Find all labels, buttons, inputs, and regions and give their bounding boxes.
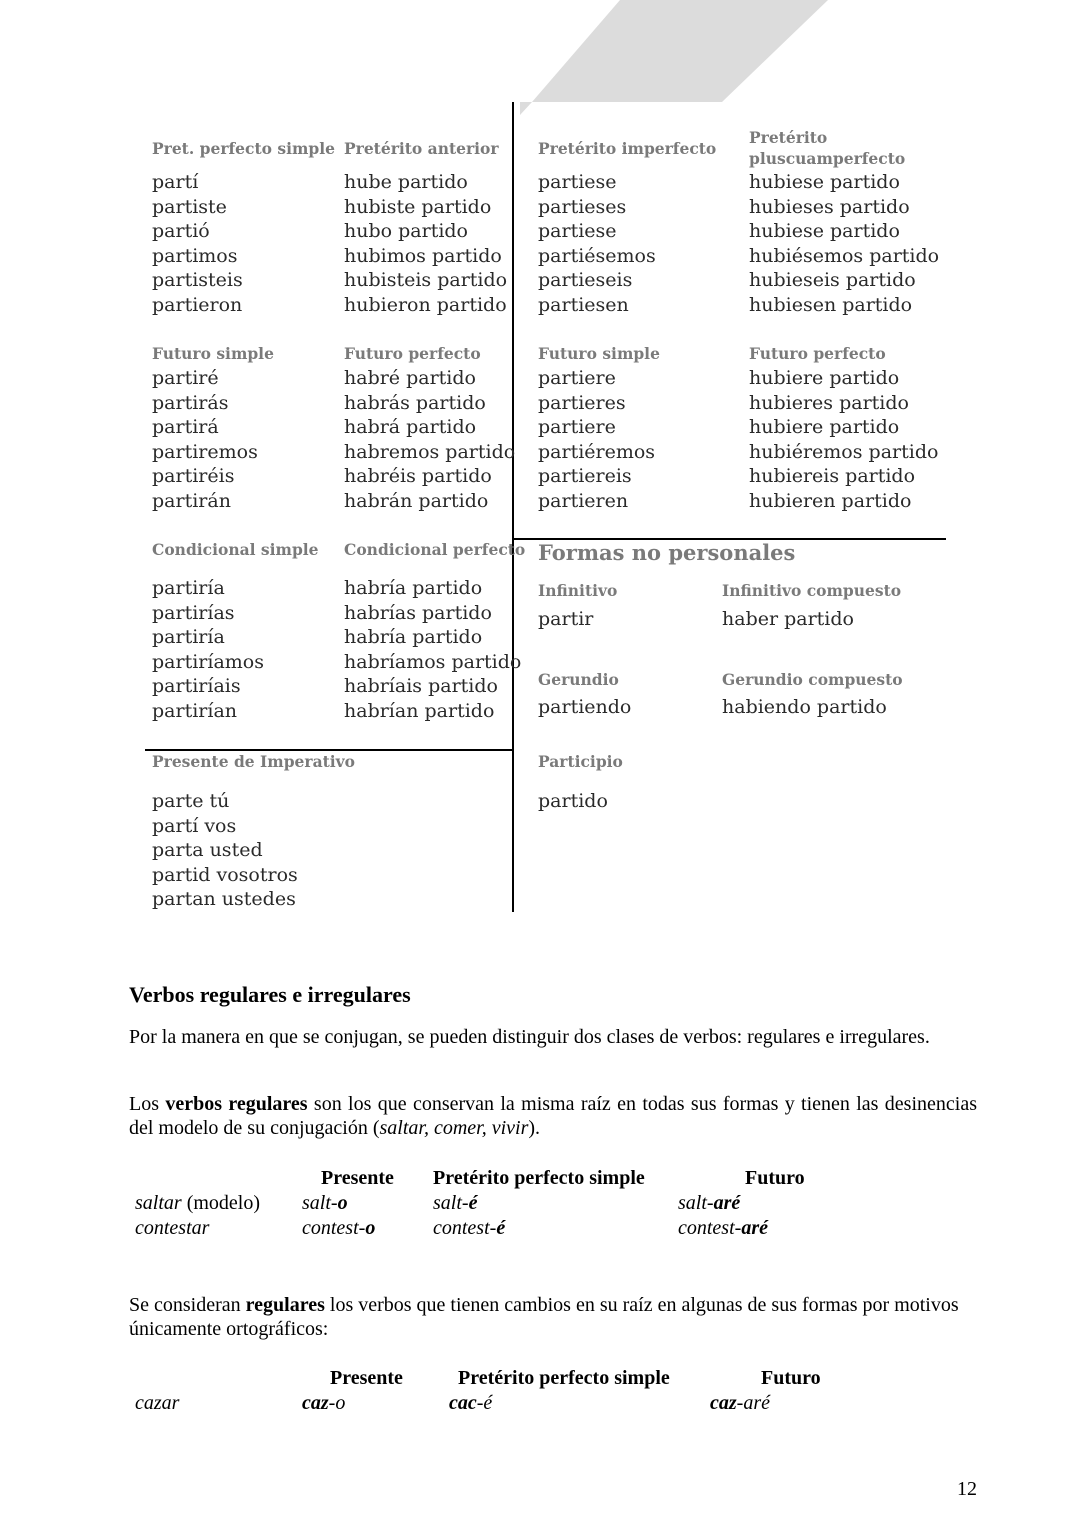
text-run: los verbos que tienen cambios en su raíz en algunas de sus formas por motivos únicamente ortográficos: [129, 1294, 959, 1340]
tense-heading: Pretérito anterior [344, 139, 499, 158]
conjugation-form: habría partido [344, 626, 483, 648]
verb-note: (modelo) [181, 1192, 260, 1214]
table2-row1-verb: cazar [135, 1392, 180, 1414]
paragraph-ortograficos [129, 1293, 977, 1341]
tense-heading: Pretérito [749, 128, 828, 147]
conjugation-form: habrían partido [344, 699, 495, 722]
col-infinitivo [538, 580, 617, 632]
col-futuro-simple [152, 343, 274, 513]
table2-row1-presente [302, 1392, 345, 1415]
text-run: Los [129, 1093, 166, 1115]
root: salt- [433, 1192, 469, 1214]
conjugation-form: partiríamos [152, 650, 264, 673]
conjugation-form: hubiese partido [749, 220, 900, 242]
table2-row1-futuro [710, 1392, 770, 1415]
conjugation-form: habré partido [344, 367, 476, 389]
col-imperativo [152, 751, 355, 912]
conjugation-form: partiere [538, 367, 616, 389]
table2-header-presente: Presente [330, 1367, 403, 1389]
conjugation-form: hubieseis partido [749, 269, 916, 291]
ending: -o [328, 1392, 346, 1414]
conjugation-form: partiese [538, 171, 617, 193]
ending: -aré [736, 1392, 770, 1414]
conjugation-form: partiésemos [538, 244, 656, 267]
conjugation-form: partiré [152, 367, 219, 389]
conjugation-form: hubiere partido [749, 416, 900, 438]
col-gerundio [538, 669, 631, 720]
ending: -é [476, 1392, 493, 1414]
conjugation-list [749, 366, 938, 513]
conjugation-form: habríais partido [344, 675, 498, 697]
table1-row1-preterito [433, 1192, 477, 1215]
root: salt- [302, 1192, 338, 1214]
ending: é [496, 1217, 506, 1239]
table1-row1-verb [135, 1192, 260, 1215]
conjugation-form: habrías partido [344, 601, 492, 624]
paragraph-verbos-regulares [129, 1092, 977, 1140]
root: cac [449, 1392, 477, 1414]
table1-row2-preterito [433, 1217, 505, 1240]
conjugation-form: partiría [152, 577, 225, 599]
col-condicional-perfecto [344, 539, 525, 723]
ending: o [337, 1192, 348, 1214]
table2-row1-preterito [449, 1392, 492, 1415]
conjugation-form: partirías [152, 601, 235, 624]
conjugation-form: habrán partido [344, 489, 489, 512]
root: salt- [678, 1192, 714, 1214]
conjugation-list [152, 576, 319, 723]
conjugation-list [749, 170, 939, 317]
conjugation-form: hubiésemos partido [749, 244, 940, 267]
conjugation-form: partisteis [152, 269, 243, 291]
form-value: partiendo [538, 696, 632, 718]
text-run: son los que conservan la misma raíz en todas sus formas y tienen las desinencias del modelo de su conjugación ( [129, 1093, 977, 1139]
section-title: Verbos regulares e irregulares [129, 982, 411, 1007]
conjugation-list [152, 789, 355, 912]
conjugation-form: hubiéremos partido [749, 440, 939, 463]
conjugation-form: habrá partido [344, 416, 477, 438]
table1-row2-verb: contestar [135, 1217, 210, 1239]
table1-header-preterito: Pretérito perfecto simple [433, 1167, 645, 1189]
conjugation-list [538, 366, 660, 513]
col-infinitivo-compuesto [722, 580, 901, 632]
col-gerundio-compuesto [722, 669, 903, 720]
table1-header-presente: Presente [321, 1167, 394, 1189]
tense-heading: Futuro simple [538, 344, 660, 363]
conjugation-form: partiere [538, 416, 616, 438]
col-subj-futuro-simple [538, 343, 660, 513]
ending: aré [741, 1217, 768, 1239]
conjugation-form: partiesen [538, 293, 629, 316]
col-condicional-simple [152, 539, 319, 723]
col-subj-pret-pluscuamperfecto [749, 127, 939, 317]
conjugation-form: partiéremos [538, 440, 656, 463]
conjugation-form: parta usted [152, 839, 263, 861]
conjugation-form: partirían [152, 699, 238, 722]
tense-heading: Condicional simple [152, 540, 319, 559]
text-run-bold: verbos regulares [165, 1093, 308, 1115]
conjugation-form: hubiesen partido [749, 293, 913, 316]
formas-no-personales-title: Formas no personales [538, 540, 796, 565]
text-run-italic: saltar, comer, vivir [379, 1117, 529, 1139]
form-heading: Gerundio [538, 670, 619, 689]
conjugation-list [344, 366, 515, 513]
conjugation-form: hubisteis partido [344, 269, 508, 291]
conjugation-form: partiríais [152, 675, 241, 697]
conjugation-form: partieseis [538, 269, 633, 291]
conjugation-form: hubo partido [344, 220, 469, 242]
conjugation-form: partan ustedes [152, 888, 296, 910]
root: contest- [302, 1217, 366, 1239]
conjugation-form: partiréis [152, 465, 235, 487]
conjugation-form: hubiste partido [344, 195, 492, 218]
col-participio [538, 751, 623, 814]
conjugation-form: habría partido [344, 577, 483, 599]
conjugation-form: habréis partido [344, 465, 492, 487]
table1-row2-presente [302, 1217, 375, 1240]
ending: é [468, 1192, 478, 1214]
tense-heading: Futuro perfecto [749, 344, 886, 363]
form-heading: Gerundio compuesto [722, 670, 903, 689]
form-value: partido [538, 790, 608, 812]
conjugation-form: hubieres partido [749, 391, 909, 414]
form-heading: Infinitivo [538, 581, 618, 600]
table2-header-preterito: Pretérito perfecto simple [458, 1367, 670, 1389]
conjugation-list [538, 170, 716, 317]
conjugation-form: partiría [152, 626, 225, 648]
form-value: haber partido [722, 608, 854, 630]
tense-heading: Futuro simple [152, 344, 274, 363]
table1-row2-futuro [678, 1217, 768, 1240]
conjugation-form: partid vosotros [152, 863, 298, 886]
conjugation-form: habríamos partido [344, 650, 522, 673]
tense-heading-line2: pluscuamperfecto [749, 149, 906, 168]
form-value: partir [538, 608, 594, 630]
conjugation-form: partió [152, 220, 210, 242]
conjugation-form: partiese [538, 220, 617, 242]
conjugation-form: hubiere partido [749, 367, 900, 389]
ending: o [365, 1217, 376, 1239]
conjugation-form: habremos partido [344, 440, 516, 463]
conjugation-form: partimos [152, 244, 238, 267]
col-futuro-perfecto [344, 343, 515, 513]
table1-row1-presente [302, 1192, 348, 1215]
conjugation-form: hubiese partido [749, 171, 900, 193]
conjugation-form: hubieron partido [344, 293, 507, 316]
col-pret-perfecto-simple [152, 138, 335, 317]
conjugation-form: hube partido [344, 171, 468, 193]
table2-header-futuro: Futuro [761, 1367, 821, 1389]
col-subj-pret-imperfecto [538, 138, 716, 317]
conjugation-list [152, 170, 335, 317]
conjugation-form: partieres [538, 391, 626, 414]
conjugation-form: partirás [152, 391, 229, 414]
verb-name: saltar [135, 1192, 182, 1214]
conjugation-form: hubieren partido [749, 489, 912, 512]
form-heading: Infinitivo compuesto [722, 581, 902, 600]
root: contest- [433, 1217, 497, 1239]
conjugation-form: habrás partido [344, 391, 486, 414]
conjugation-list [344, 576, 525, 723]
conjugation-form: parte tú [152, 790, 230, 812]
conjugation-form: partirán [152, 489, 231, 512]
root: contest- [678, 1217, 742, 1239]
tense-heading: Pretérito imperfecto [538, 139, 717, 158]
conjugation-list [344, 170, 507, 317]
text-run-bold: regulares [245, 1294, 325, 1316]
root: caz [710, 1392, 737, 1414]
col-pret-anterior [344, 138, 507, 317]
ending: aré [713, 1192, 741, 1214]
conjugation-form: partí vos [152, 814, 237, 837]
conjugation-form: partieron [152, 293, 243, 316]
conjugation-list [152, 366, 274, 513]
tense-heading: Pret. perfecto simple [152, 139, 335, 158]
conjugation-form: partieses [538, 195, 627, 218]
conjugation-form: hubieses partido [749, 195, 910, 218]
conjugation-form: partí [152, 171, 199, 193]
conjugation-form: hubimos partido [344, 244, 502, 267]
page-number: 12 [957, 1478, 977, 1500]
conjugation-form: partiste [152, 195, 227, 218]
root: caz [302, 1392, 329, 1414]
conjugation-form: partirá [152, 416, 219, 438]
form-value: habiendo partido [722, 696, 887, 718]
form-heading: Participio [538, 752, 623, 771]
tense-heading: Condicional perfecto [344, 540, 526, 559]
text-run: ). [528, 1117, 541, 1139]
paragraph-intro: Por la manera en que se conjugan, se pueden distinguir dos clases de verbos: regulares e irregulares. [129, 1026, 930, 1048]
text-run: Se consideran [129, 1294, 246, 1316]
conjugation-form: partiremos [152, 440, 258, 463]
col-subj-futuro-perfecto [749, 343, 938, 513]
table1-row1-futuro [678, 1192, 740, 1215]
table1-header-futuro: Futuro [745, 1167, 805, 1189]
tense-heading: Futuro perfecto [344, 344, 481, 363]
conjugation-form: partiereis [538, 465, 632, 487]
conjugation-form: partieren [538, 489, 629, 512]
conjugation-form: hubiereis partido [749, 465, 916, 487]
tense-heading: Presente de Imperativo [152, 752, 356, 771]
